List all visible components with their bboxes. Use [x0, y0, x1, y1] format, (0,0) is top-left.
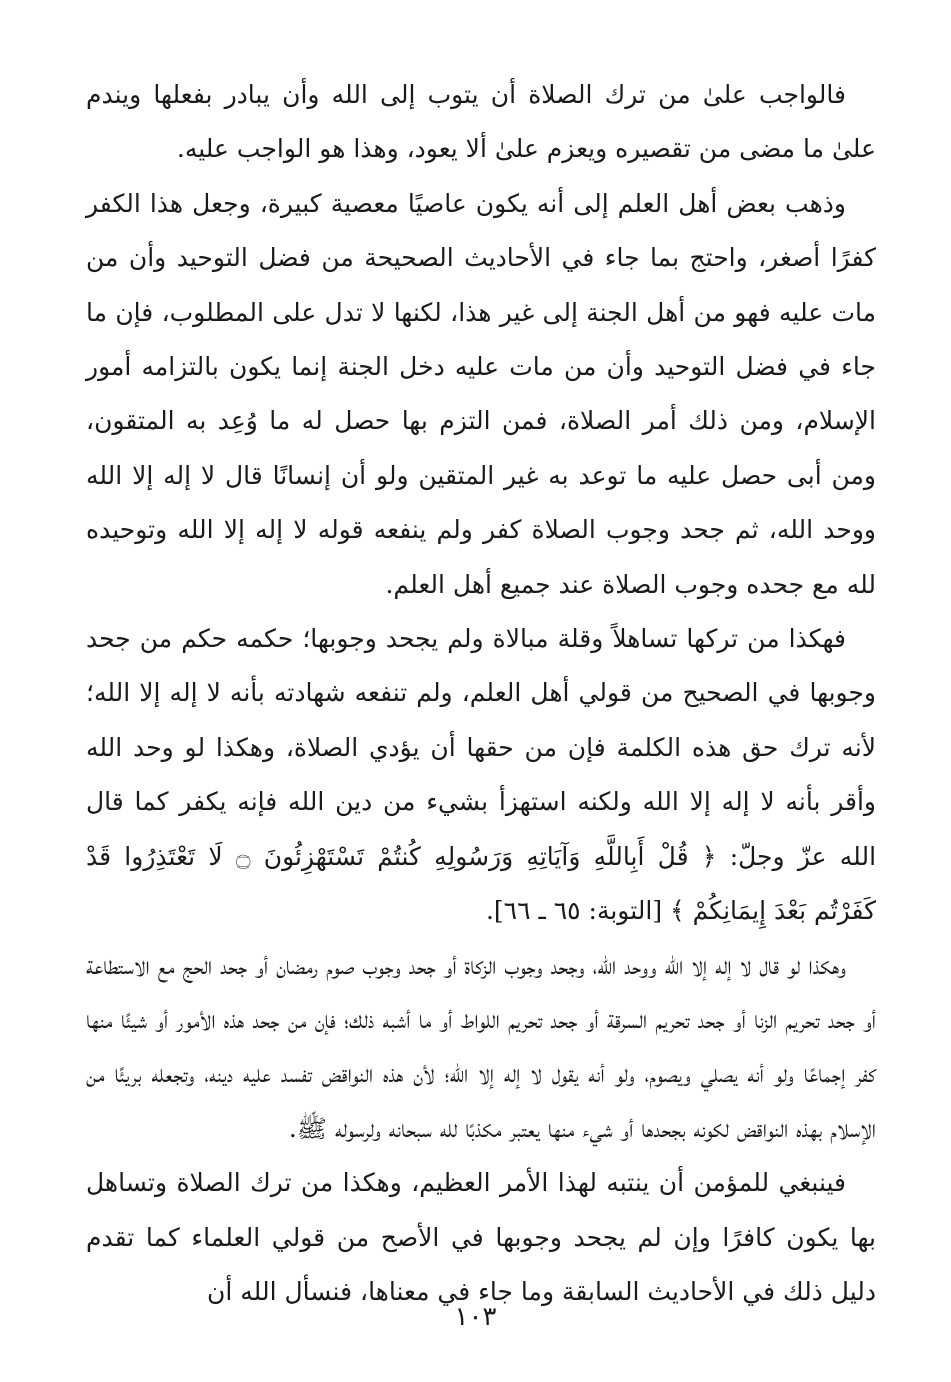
- paragraph-3-text: فهكذا من تركها تساهلاً وقلة مبالاة ولم يجحد وجوبها؛ حكمه حكم من جحد وجوبها في الصحيح من قولي أهل العلم، ولم تنفعه شهادته بأنه لا إله إلا الله؛ لأنه ترك حق هذه الكلمة فإن من حقها أن يؤدي الصلاة، وهكذا لو وحد الله وأقر بأنه لا إله إلا الله ولكنه استهزأ بشيء من دين الله فإنه يكفر كما قال الله عزّ وجلّ:: [86, 624, 877, 871]
- paragraph-1: فالواجب علىٰ من ترك الصلاة أن يتوب إلى الله وأن يبادر بفعلها ويندم علىٰ ما مضى من تقصيره ويعزم علىٰ ألا يعود، وهذا هو الواجب عليه.: [86, 80, 876, 164]
- quran-verse: ﴿ قُلْ أَبِاللَّهِ وَآيَاتِهِ وَرَسُولِهِ كُنتُمْ تَسْتَهْزِئُونَ ۝ لَا تَعْتَذِرُوا قَدْ كَفَرْتُم بَعْدَ إِيمَانِكُمْ ﴾: [86, 841, 876, 926]
- paragraph-2: وذهب بعض أهل العلم إلى أنه يكون عاصيًا معصية كبيرة، وجعل هذا الكفر كفرًا أصغر، واحتج بما جاء في الأحاديث الصحيحة من فضل التوحيد وأن من مات عليه فهو من أهل الجنة إلى غير هذا، لكنها لا تدل على المطلوب، فإن ما جاء في فضل التوحيد وأن من مات عليه دخل الجنة إنما يكون بالتزامه أمور الإسلام، ومن ذلك أمر الصلاة، فمن التزم بها حصل له ما وُعِد به المتقون، ومن أبى حصل عليه ما توعد به غير المتقين ولو أن إنسانًا قال لا إله إلا الله ووحد الله، ثم جحد وجوب الصلاة كفر ولم ينفعه قوله لا إله إلا الله وتوحيده لله مع جحده وجوب الصلاة عند جميع أهل العلم.: [86, 188, 876, 599]
- paragraph-5: فينبغي للمؤمن أن ينتبه لهذا الأمر العظيم، وهكذا من ترك الصلاة وتساهل بها يكون كافرًا وإن لم يجحد وجوبها في الأصح من قولي العلماء كما تقدم دليل ذلك في الأحاديث السابقة وما جاء في معناها، فنسأل الله أن: [86, 1168, 876, 1306]
- paragraph-3: [86, 612, 876, 938]
- verse-citation: [التوبة: ٦٥ ـ ٦٦].: [485, 896, 663, 926]
- paragraph-4: وهكذا لو قال لا إله إلا الله ووحد الله، وجحد وجوب الزكاة أو جحد وجوب صوم رمضان أو جحد الحج مع الاستطاعة أو جحد تحريم الزنا أو جحد تحريم السرقة أو جحد تحريم اللواط أو ما أشبه ذلك؛ فإن من جحد هذه الأمور أو شيئًا منها كفر إجماعًا ولو أنه يصلي ويصوم، ولو أنه يقول لا إله إلا الله؛ لأن هذه النواقض تفسد عليه دينه، وتجعله بريئًا من الإسلام بهذه النواقض لكونه بجحدها أو شيء منها يعتبر مكذبًا لله سبحانه ولرسوله ﷺ.: [86, 950, 876, 1143]
- body-text: [86, 68, 876, 1319]
- page-number: ١٠٣: [454, 1302, 497, 1332]
